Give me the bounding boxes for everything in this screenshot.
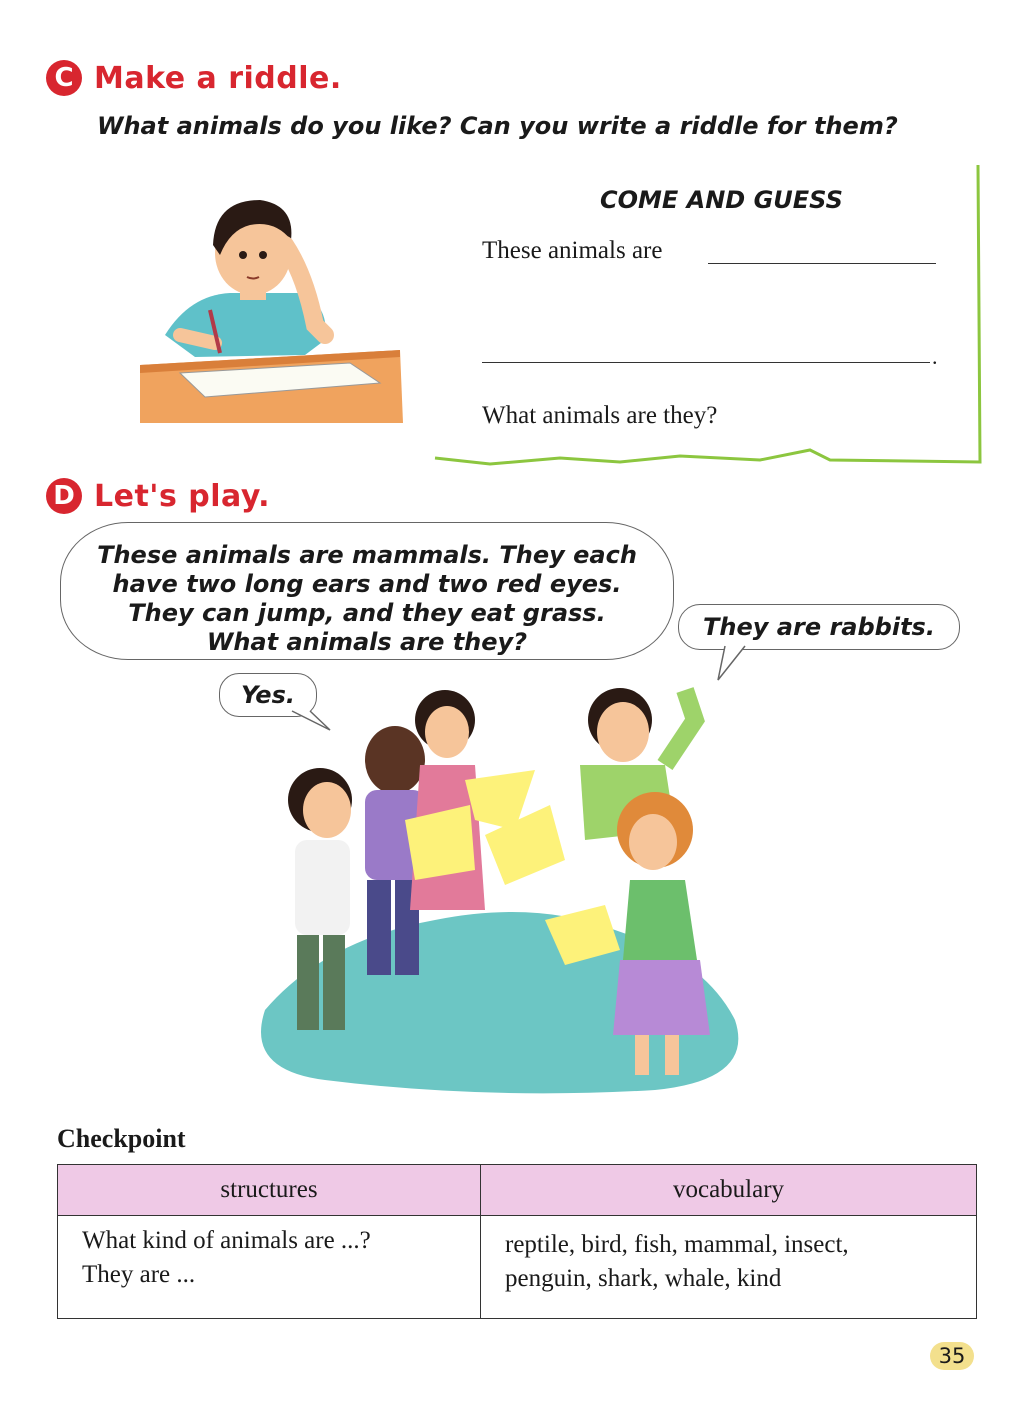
section-d-badge: D <box>46 478 82 514</box>
section-c-badge: C <box>46 60 82 96</box>
section-c-title: Make a riddle. <box>94 60 342 96</box>
riddle-blank-1 <box>708 263 936 264</box>
bubble-line: These animals are mammals. They each <box>97 541 637 569</box>
riddle-blank-2 <box>482 362 930 363</box>
riddle-period: . <box>932 344 938 369</box>
children-playing-illustration <box>235 680 765 1100</box>
section-d-title: Let's play. <box>94 478 271 514</box>
answer-text: They are rabbits. <box>703 613 935 641</box>
structure-item: They are ... <box>82 1261 196 1288</box>
answer-speech-bubble <box>678 604 960 650</box>
riddle-speech-bubble <box>60 522 674 660</box>
answer-bubble-tail <box>715 645 755 683</box>
riddle-card-title: COME AND GUESS <box>600 186 843 214</box>
boy-thinking-illustration <box>135 185 410 430</box>
checkpoint-table <box>57 1164 977 1319</box>
riddle-line-1: These animals are <box>482 237 663 264</box>
table-header-vocabulary: vocabulary <box>481 1165 977 1216</box>
checkpoint-title: Checkpoint <box>57 1124 186 1153</box>
table-header-row <box>58 1165 977 1216</box>
structures-cell <box>58 1216 481 1319</box>
page-number: 35 <box>930 1342 974 1370</box>
table-row <box>58 1216 977 1319</box>
table-header-structures: structures <box>58 1165 481 1216</box>
yes-text: Yes. <box>241 681 295 709</box>
section-d-heading <box>46 478 270 514</box>
structure-item: What kind of animals are ...? <box>82 1227 371 1254</box>
section-c-instruction: What animals do you like? Can you write a riddle for them? <box>97 112 898 140</box>
section-c-heading <box>46 60 342 96</box>
bubble-line: They can jump, and they eat grass. <box>128 599 606 627</box>
bubble-line: What animals are they? <box>206 628 528 656</box>
vocabulary-cell <box>481 1216 977 1319</box>
riddle-line-3: What animals are they? <box>482 402 718 429</box>
bubble-line: have two long ears and two red eyes. <box>112 570 622 598</box>
vocabulary-line: reptile, bird, fish, mammal, insect, <box>505 1231 849 1258</box>
vocabulary-line: penguin, shark, whale, kind <box>505 1265 782 1292</box>
